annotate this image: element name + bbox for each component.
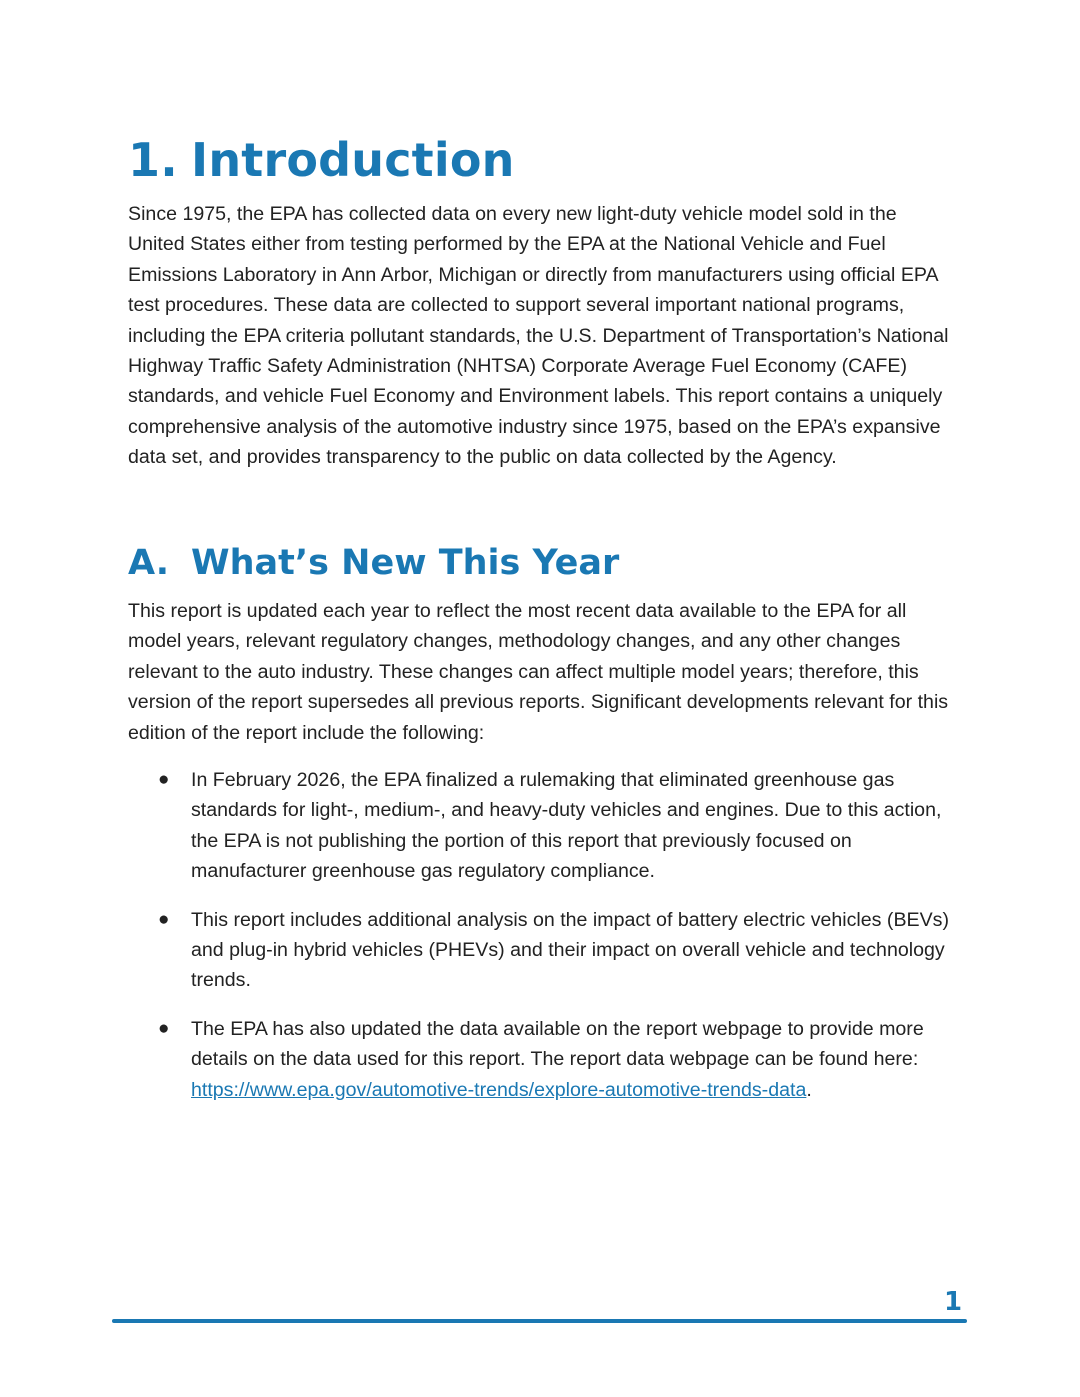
- list-item: [128, 905, 968, 996]
- bullet-icon: ●: [158, 908, 170, 930]
- report-data-link[interactable]: https://www.epa.gov/automotive-trends/explore-automotive-trends-data: [191, 1078, 807, 1101]
- list-item-text: In February 2026, the EPA finalized a rulemaking that eliminated greenhouse gas standards for light-, medium-, and heavy-duty vehicles and engines. Due to this action, the EPA is not publishing the portion of this report that previously focused on manufacturer greenhouse gas regulatory compliance.: [191, 769, 942, 883]
- section-number: 1.: [128, 133, 178, 187]
- list-item-text-end: .: [806, 1078, 812, 1101]
- page-number: 1: [944, 1287, 963, 1317]
- footer-divider: [112, 1319, 967, 1323]
- subsection-heading: [128, 540, 619, 586]
- whats-new-paragraph: This report is updated each year to reflect the most recent data available to the EPA for all model years, relevant regulatory changes, methodology changes, and any other changes relevant to the auto industry. These changes can affect multiple model years; therefore, this version of the report supersedes all previous reports. Significant developments relevant for this edition of the report include the following:: [128, 600, 949, 744]
- subsection-title: What’s New This Year: [191, 543, 620, 583]
- developments-list: [128, 765, 968, 1123]
- section-heading: [128, 130, 515, 190]
- bullet-icon: ●: [158, 769, 170, 790]
- list-item-text: The EPA has also updated the data available on the report webpage to provide more details on the data used for this report. The report data webpage can be found here:: [191, 1017, 924, 1071]
- list-item-text: This report includes additional analysis on the impact of battery electric vehicles (BEVs) and plug-in hybrid vehicles (PHEVs) and their impact on overall vehicle and technology trends.: [191, 908, 949, 992]
- subsection-number: A.: [128, 543, 170, 583]
- intro-paragraph: Since 1975, the EPA has collected data on every new light-duty vehicle model sold in the United States either from testing performed by the EPA at the National Vehicle and Fuel Emissions Laboratory in Ann Arbor, Michigan or directly from manufacturers using official EPA test procedures. These data are collected to support several important national programs, including the EPA criteria pollutant standards, the U.S. Department of Transportation’s National Highway Traffic Safety Administration (NHTSA) Corporate Average Fuel Economy (CAFE) standards, and vehicle Fuel Economy and Environment labels. This report contains a uniquely comprehensive analysis of the automotive industry since 1975, based on the EPA’s expansive data set, and provides transparency to the public on data collected by the Agency.: [128, 203, 949, 469]
- list-item: [128, 765, 968, 887]
- section-title: Introduction: [191, 133, 515, 187]
- list-item: [128, 1014, 968, 1105]
- bullet-icon: ●: [158, 1017, 170, 1039]
